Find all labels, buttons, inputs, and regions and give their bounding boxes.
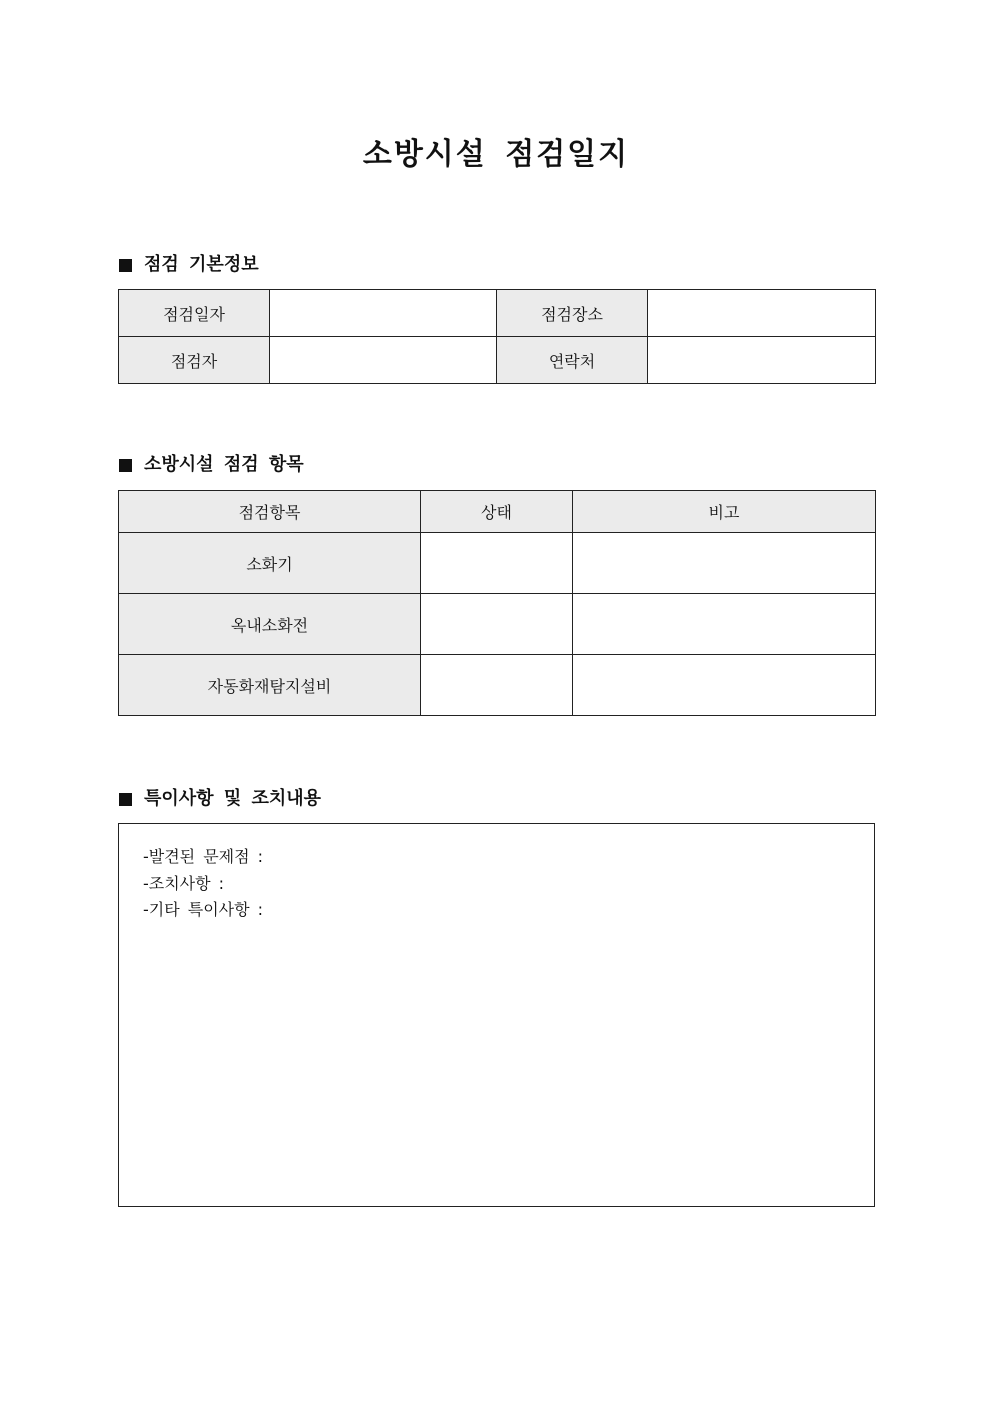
item-label: 자동화재탐지설비	[119, 655, 421, 716]
notes-lines	[143, 844, 263, 924]
status-field[interactable]	[421, 533, 573, 594]
column-header-remarks: 비고	[573, 491, 876, 533]
inspection-date-label: 점검일자	[119, 290, 270, 337]
table-row	[119, 594, 876, 655]
square-bullet-icon	[119, 793, 132, 806]
notes-box[interactable]	[118, 823, 875, 1207]
page-title: 소방시설 점검일지	[362, 137, 630, 172]
remarks-field[interactable]	[573, 655, 876, 716]
table-header-row	[119, 491, 876, 533]
section-heading-notes	[119, 787, 321, 811]
table-row	[119, 655, 876, 716]
contact-label: 연락처	[497, 337, 648, 384]
status-field[interactable]	[421, 594, 573, 655]
table-row	[119, 337, 876, 384]
status-field[interactable]	[421, 655, 573, 716]
notes-line-other: -기타 특이사항 :	[143, 900, 264, 919]
section-heading-basic-info	[119, 253, 259, 277]
item-label: 소화기	[119, 533, 421, 594]
section-heading-label: 점검 기본정보	[144, 254, 259, 275]
remarks-field[interactable]	[573, 594, 876, 655]
inspector-field[interactable]	[270, 337, 497, 384]
contact-field[interactable]	[648, 337, 876, 384]
remarks-field[interactable]	[573, 533, 876, 594]
inspector-label: 점검자	[119, 337, 270, 384]
inspection-place-label: 점검장소	[497, 290, 648, 337]
notes-line-problems: -발견된 문제점 :	[143, 847, 264, 866]
inspection-date-field[interactable]	[270, 290, 497, 337]
column-header-item: 점검항목	[119, 491, 421, 533]
section-heading-label: 소방시설 점검 항목	[144, 454, 304, 475]
basic-info-table	[118, 289, 876, 384]
table-row	[119, 290, 876, 337]
inspection-place-field[interactable]	[648, 290, 876, 337]
inspection-items-table	[118, 490, 876, 716]
square-bullet-icon	[119, 459, 132, 472]
item-label: 옥내소화전	[119, 594, 421, 655]
notes-line-actions: -조치사항 :	[143, 873, 225, 893]
table-row	[119, 533, 876, 594]
column-header-status: 상태	[421, 491, 573, 533]
square-bullet-icon	[119, 259, 132, 272]
section-heading-inspection-items	[119, 453, 304, 477]
section-heading-label: 특이사항 및 조치내용	[144, 788, 322, 809]
